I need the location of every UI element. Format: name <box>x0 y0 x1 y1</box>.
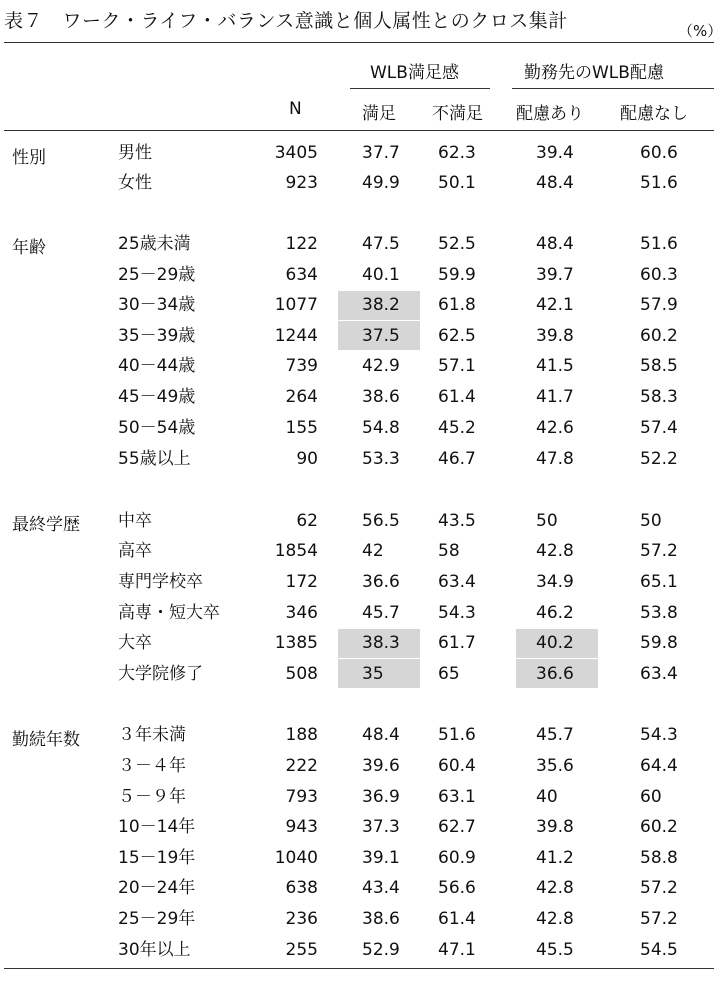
not-considerate-cell: 57.2 <box>640 909 678 929</box>
table-row <box>0 413 728 443</box>
count-cell: 90 <box>296 449 318 469</box>
not-considerate-cell: 59.8 <box>640 633 678 653</box>
considerate-cell: 39.4 <box>536 143 574 163</box>
not-considerate-cell: 63.4 <box>640 664 678 684</box>
unsatisfied-cell: 56.6 <box>438 878 476 898</box>
satisfied-cell: 38.6 <box>362 387 400 407</box>
considerate-cell: 42.8 <box>536 541 574 561</box>
bottom-rule <box>4 968 714 969</box>
table-row <box>0 290 728 320</box>
table-row <box>0 506 728 536</box>
satisfied-cell: 49.9 <box>362 173 400 193</box>
row-label: 40－44歳 <box>118 356 196 376</box>
considerate-cell: 48.4 <box>536 173 574 193</box>
count-cell: 3405 <box>274 143 318 163</box>
not-considerate-cell: 58.8 <box>640 848 678 868</box>
considerate-cell: 47.8 <box>536 449 574 469</box>
row-label: ３－４年 <box>118 756 186 776</box>
satisfied-cell: 48.4 <box>362 725 400 745</box>
not-considerate-cell: 54.5 <box>640 940 678 960</box>
satisfied-cell: 39.1 <box>362 848 400 868</box>
row-label: 50－54歳 <box>118 418 196 438</box>
not-considerate-cell: 60.6 <box>640 143 678 163</box>
satisfied-cell: 56.5 <box>362 511 400 531</box>
considerate-cell: 35.6 <box>536 756 574 776</box>
unsatisfied-cell: 63.4 <box>438 572 476 592</box>
not-considerate-cell: 65.1 <box>640 572 678 592</box>
unsatisfied-cell: 61.4 <box>438 909 476 929</box>
count-cell: 1040 <box>274 848 318 868</box>
considerate-cell: 39.8 <box>536 817 574 837</box>
unsatisfied-cell: 43.5 <box>438 511 476 531</box>
count-cell: 634 <box>285 265 318 285</box>
table-row <box>0 659 728 689</box>
table-row <box>0 382 728 412</box>
considerate-cell: 42.6 <box>536 418 574 438</box>
not-considerate-cell: 51.6 <box>640 173 678 193</box>
row-label: 45－49歳 <box>118 387 196 407</box>
count-cell: 236 <box>285 909 318 929</box>
not-considerate-cell: 57.4 <box>640 418 678 438</box>
not-considerate-cell: 57.2 <box>640 878 678 898</box>
row-label: 25－29歳 <box>118 265 196 285</box>
row-label: 10－14年 <box>118 817 196 837</box>
group-label-gender: 性別 <box>12 148 46 168</box>
considerate-cell: 41.5 <box>536 356 574 376</box>
unsatisfied-cell: 60.9 <box>438 848 476 868</box>
satisfied-cell: 42.9 <box>362 356 400 376</box>
satisfied-cell: 39.6 <box>362 756 400 776</box>
count-cell: 1077 <box>274 295 318 315</box>
satisfied-cell: 47.5 <box>362 234 400 254</box>
considerate-cell: 42.8 <box>536 878 574 898</box>
unsatisfied-cell: 45.2 <box>438 418 476 438</box>
table-row <box>0 351 728 381</box>
table-row <box>0 567 728 597</box>
not-considerate-cell: 51.6 <box>640 234 678 254</box>
considerate-cell: 48.4 <box>536 234 574 254</box>
satisfied-cell: 45.7 <box>362 603 400 623</box>
count-cell: 222 <box>285 756 318 776</box>
not-considerate-cell: 64.4 <box>640 756 678 776</box>
count-cell: 188 <box>285 725 318 745</box>
row-label: 高専・短大卒 <box>118 603 220 623</box>
unit-label: （%） <box>678 22 723 40</box>
not-considerate-cell: 57.2 <box>640 541 678 561</box>
unsatisfied-cell: 60.4 <box>438 756 476 776</box>
considerate-cell: 34.9 <box>536 572 574 592</box>
satisfied-cell: 37.7 <box>362 143 400 163</box>
row-label: 35－39歳 <box>118 326 196 346</box>
count-cell: 346 <box>285 603 318 623</box>
count-cell: 264 <box>285 387 318 407</box>
table-row <box>0 843 728 873</box>
count-cell: 172 <box>285 572 318 592</box>
unsatisfied-cell: 65 <box>438 664 460 684</box>
header-satisfied: 満足 <box>362 104 396 124</box>
satisfied-cell: 37.3 <box>362 817 400 837</box>
row-label: 高卒 <box>118 541 152 561</box>
unsatisfied-cell: 61.4 <box>438 387 476 407</box>
table-title: 表７ ワーク・ライフ・バランス意識と個人属性とのクロス集計 <box>4 10 568 32</box>
considerate-cell: 41.2 <box>536 848 574 868</box>
count-cell: 1854 <box>274 541 318 561</box>
unsatisfied-cell: 59.9 <box>438 265 476 285</box>
employer-group-rule <box>512 88 714 89</box>
wlb-group-rule <box>350 88 490 89</box>
satisfied-cell: 40.1 <box>362 265 400 285</box>
header-employer-consideration: 勤務先のWLB配慮 <box>524 63 664 83</box>
table-row <box>0 935 728 965</box>
table-row <box>0 720 728 750</box>
not-considerate-cell: 57.9 <box>640 295 678 315</box>
table-row <box>0 229 728 259</box>
unsatisfied-cell: 47.1 <box>438 940 476 960</box>
unsatisfied-cell: 54.3 <box>438 603 476 623</box>
considerate-cell: 45.5 <box>536 940 574 960</box>
considerate-cell: 40.2 <box>536 633 574 653</box>
table-row <box>0 444 728 474</box>
row-label: ３年未満 <box>118 725 186 745</box>
header-unsatisfied: 不満足 <box>432 104 483 124</box>
considerate-cell: 40 <box>536 787 558 807</box>
table-row <box>0 904 728 934</box>
not-considerate-cell: 53.8 <box>640 603 678 623</box>
satisfied-cell: 53.3 <box>362 449 400 469</box>
not-considerate-cell: 60 <box>640 787 662 807</box>
top-rule <box>4 42 714 43</box>
group-label-education: 最終学歴 <box>12 515 80 535</box>
not-considerate-cell: 50 <box>640 511 662 531</box>
count-cell: 508 <box>285 664 318 684</box>
row-label: 55歳以上 <box>118 449 191 469</box>
not-considerate-cell: 60.2 <box>640 326 678 346</box>
unsatisfied-cell: 52.5 <box>438 234 476 254</box>
table-row <box>0 782 728 812</box>
satisfied-cell: 35 <box>362 664 384 684</box>
count-cell: 255 <box>285 940 318 960</box>
satisfied-cell: 36.6 <box>362 572 400 592</box>
unsatisfied-cell: 51.6 <box>438 725 476 745</box>
unsatisfied-cell: 62.5 <box>438 326 476 346</box>
considerate-cell: 42.1 <box>536 295 574 315</box>
count-cell: 739 <box>285 356 318 376</box>
satisfied-cell: 36.9 <box>362 787 400 807</box>
not-considerate-cell: 52.2 <box>640 449 678 469</box>
satisfied-cell: 38.3 <box>362 633 400 653</box>
count-cell: 155 <box>285 418 318 438</box>
table-row <box>0 751 728 781</box>
count-cell: 638 <box>285 878 318 898</box>
not-considerate-cell: 60.3 <box>640 265 678 285</box>
considerate-cell: 50 <box>536 511 558 531</box>
considerate-cell: 46.2 <box>536 603 574 623</box>
unsatisfied-cell: 63.1 <box>438 787 476 807</box>
count-cell: 943 <box>285 817 318 837</box>
table-row <box>0 138 728 168</box>
satisfied-cell: 42 <box>362 541 384 561</box>
count-cell: 1385 <box>274 633 318 653</box>
group-label-age: 年齢 <box>12 238 46 258</box>
row-label: 女性 <box>118 173 152 193</box>
satisfied-cell: 52.9 <box>362 940 400 960</box>
row-label: 大学院修了 <box>118 664 203 684</box>
considerate-cell: 45.7 <box>536 725 574 745</box>
count-cell: 923 <box>285 173 318 193</box>
unsatisfied-cell: 50.1 <box>438 173 476 193</box>
table-row <box>0 536 728 566</box>
considerate-cell: 41.7 <box>536 387 574 407</box>
header-n: N <box>289 99 302 119</box>
unsatisfied-cell: 62.7 <box>438 817 476 837</box>
row-label: 専門学校卒 <box>118 572 203 592</box>
row-label: 20－24年 <box>118 878 196 898</box>
not-considerate-cell: 60.2 <box>640 817 678 837</box>
satisfied-cell: 38.6 <box>362 909 400 929</box>
row-label: 30－34歳 <box>118 295 196 315</box>
satisfied-cell: 37.5 <box>362 326 400 346</box>
table-row <box>0 168 728 198</box>
not-considerate-cell: 54.3 <box>640 725 678 745</box>
satisfied-cell: 54.8 <box>362 418 400 438</box>
row-label: 中卒 <box>118 511 152 531</box>
table-row <box>0 812 728 842</box>
table-row <box>0 873 728 903</box>
header-rule <box>4 130 714 131</box>
header-considerate: 配慮あり <box>516 104 584 124</box>
group-label-tenure: 勤続年数 <box>12 730 80 750</box>
row-label: 25－29年 <box>118 909 196 929</box>
unsatisfied-cell: 57.1 <box>438 356 476 376</box>
not-considerate-cell: 58.3 <box>640 387 678 407</box>
unsatisfied-cell: 58 <box>438 541 460 561</box>
considerate-cell: 39.8 <box>536 326 574 346</box>
row-label: 男性 <box>118 143 152 163</box>
table-row <box>0 628 728 658</box>
count-cell: 62 <box>296 511 318 531</box>
count-cell: 1244 <box>274 326 318 346</box>
row-label: 15－19年 <box>118 848 196 868</box>
header-wlb-satisfaction: WLB満足感 <box>370 63 459 83</box>
considerate-cell: 36.6 <box>536 664 574 684</box>
unsatisfied-cell: 61.7 <box>438 633 476 653</box>
row-label: 30年以上 <box>118 940 191 960</box>
unsatisfied-cell: 62.3 <box>438 143 476 163</box>
unsatisfied-cell: 61.8 <box>438 295 476 315</box>
unsatisfied-cell: 46.7 <box>438 449 476 469</box>
considerate-cell: 42.8 <box>536 909 574 929</box>
count-cell: 122 <box>285 234 318 254</box>
satisfied-cell: 43.4 <box>362 878 400 898</box>
table-row <box>0 321 728 351</box>
row-label: 大卒 <box>118 633 152 653</box>
satisfied-cell: 38.2 <box>362 295 400 315</box>
row-label: ５－９年 <box>118 787 186 807</box>
count-cell: 793 <box>285 787 318 807</box>
considerate-cell: 39.7 <box>536 265 574 285</box>
header-not-considerate: 配慮なし <box>620 104 688 124</box>
table-row <box>0 260 728 290</box>
table-row <box>0 598 728 628</box>
row-label: 25歳未満 <box>118 234 191 254</box>
not-considerate-cell: 58.5 <box>640 356 678 376</box>
